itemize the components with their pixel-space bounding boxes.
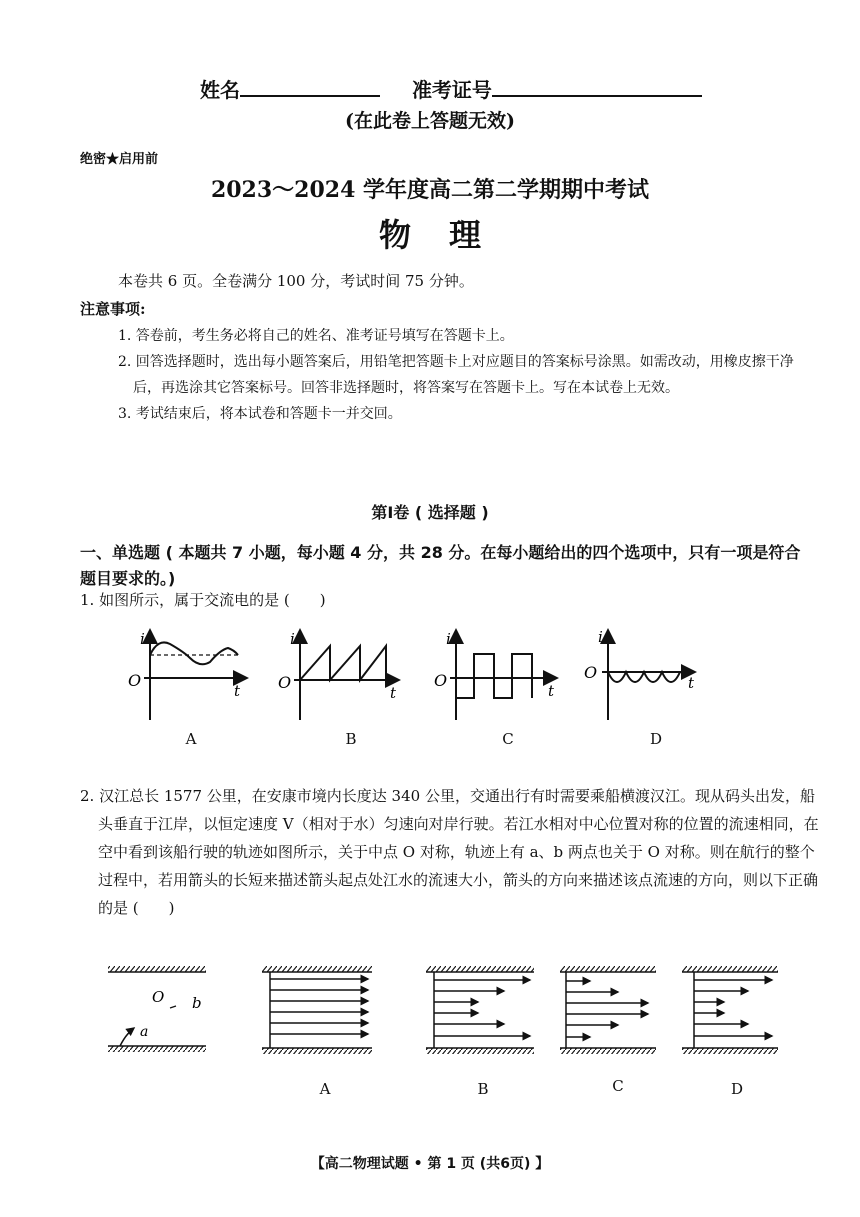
id-label: 准考证号 bbox=[411, 78, 492, 102]
q1-graphs bbox=[110, 628, 730, 728]
svg-text:O: O bbox=[584, 663, 598, 682]
svg-text:i: i bbox=[446, 630, 451, 648]
q2-figures bbox=[100, 960, 790, 1060]
river-trajectory bbox=[108, 966, 206, 1052]
subject-title: 物理 bbox=[378, 216, 519, 254]
id-blank bbox=[492, 77, 702, 97]
svg-text:t: t bbox=[390, 684, 397, 702]
notice-item: 1. 答卷前，考生务必将自己的姓名、准考证号填写在答题卡上。 bbox=[118, 328, 514, 344]
svg-text:O: O bbox=[152, 988, 165, 1006]
notice-list bbox=[118, 323, 808, 427]
svg-text:a: a bbox=[140, 1024, 149, 1040]
svg-text:i: i bbox=[598, 628, 603, 646]
graph-a bbox=[128, 630, 245, 720]
svg-text:b: b bbox=[192, 994, 202, 1012]
name-label: 姓名 bbox=[200, 78, 240, 102]
graph-b bbox=[278, 630, 397, 720]
svg-text:O: O bbox=[278, 673, 292, 692]
figure-a bbox=[262, 966, 372, 1054]
q2-option-c: C bbox=[612, 1077, 624, 1095]
exam-title: 2023～2024 学年度高二第二学期期中考试 bbox=[210, 177, 650, 203]
graph-d bbox=[584, 628, 695, 720]
svg-text:O: O bbox=[434, 671, 448, 690]
question-2-text: 2. 汉江总长 1577 公里，在安康市境内长度达 340 公里，交通出行有时需要乘船横渡汉江。现从码头出发，船头垂直于江岸，以恒定速度 V（相对于水）匀速向对岸行驶。若江水相对中心位置对称的位置的流速相同，在空中看到该船行驶的轨迹如图所示，关于中点 O 对称，轨迹上有 a、b 两点也关于 O 对称。则在航行的整个过程中，若用箭头的长短来描述箭头起点处江水的流速大小，箭头的方向来描述该点流速的方向，则以下正确的是 ( ) bbox=[80, 787, 819, 917]
figure-b bbox=[426, 966, 534, 1054]
exam-overview: 本卷共 6 页。全卷满分 100 分，考试时间 75 分钟。 bbox=[118, 272, 474, 290]
graph-c bbox=[434, 630, 555, 720]
q1-option-d: D bbox=[649, 730, 663, 748]
q2-option-d: D bbox=[730, 1080, 744, 1098]
q1-option-b: B bbox=[345, 730, 357, 748]
notice-item: 2. 回答选择题时，选出每小题答案后，用铅笔把答题卡上对应题目的答案标号涂黑。如需改动，用橡皮擦干净后，再选涂其它答案标号。回答非选择题时，将答案写在答题卡上。写在本试卷上无效。 bbox=[118, 354, 794, 396]
q2-option-b: B bbox=[477, 1080, 489, 1098]
svg-text:t: t bbox=[234, 682, 241, 700]
page-footer: 【高二物理试题 • 第 1 页 (共6页) 】 bbox=[310, 1156, 550, 1172]
svg-text:t: t bbox=[688, 674, 695, 692]
svg-text:t: t bbox=[548, 682, 555, 700]
figure-c bbox=[560, 966, 656, 1054]
svg-text:i: i bbox=[140, 630, 145, 648]
svg-text:O: O bbox=[128, 671, 142, 690]
name-blank bbox=[240, 77, 380, 97]
invalid-note: (在此卷上答题无效) bbox=[345, 110, 515, 132]
notice-item: 3. 考试结束后，将本试卷和答题卡一并交回。 bbox=[118, 406, 402, 422]
q1-option-c: C bbox=[502, 730, 514, 748]
q2-option-a: A bbox=[319, 1080, 331, 1098]
question-1-text: 1. 如图所示，属于交流电的是 ( ) bbox=[80, 591, 326, 609]
notice-title: 注意事项: bbox=[80, 300, 146, 318]
candidate-info-header bbox=[200, 74, 702, 103]
part-title: 第Ⅰ卷 ( 选择题 ) bbox=[371, 503, 489, 522]
secret-mark: 绝密★启用前 bbox=[80, 152, 159, 167]
q1-option-a: A bbox=[185, 730, 197, 748]
section-title: 一、单选题 ( 本题共 7 小题，每小题 4 分，共 28 分。在每小题给出的四个选项中，只有一项是符合题目要求的。) bbox=[80, 543, 801, 588]
svg-text:i: i bbox=[290, 630, 295, 648]
figure-d bbox=[682, 966, 778, 1054]
